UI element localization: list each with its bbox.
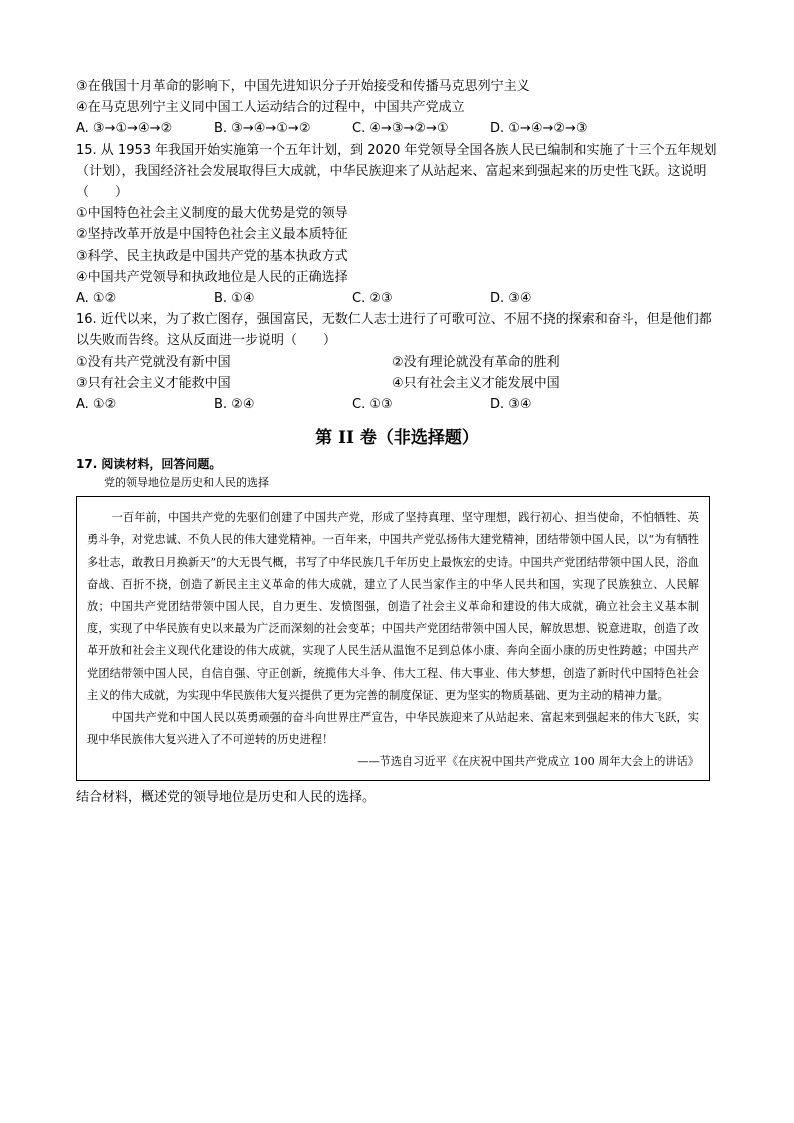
q14-options bbox=[76, 118, 718, 139]
q15-option-c: C. ②③ bbox=[352, 291, 393, 307]
q14-option-a: A. ③→①→④→② bbox=[76, 121, 173, 137]
material-source: ——节选自习近平《在庆祝中国共产党成立 100 周年大会上的讲话》 bbox=[357, 755, 699, 769]
q16-option-b: B. ②④ bbox=[214, 397, 255, 413]
q16-option-d: D. ③④ bbox=[490, 397, 532, 413]
q15-option-d: D. ③④ bbox=[490, 291, 532, 307]
q17-question: 结合材料，概述党的领导地位是历史和人民的选择。 bbox=[76, 789, 376, 805]
q15-item-2: ②坚持改革开放是中国特色社会主义最本质特征 bbox=[76, 227, 348, 243]
material-paragraph-2: 中国共产党和中国人民以英勇顽强的奋斗向世界庄严宣告，中华民族迎来了从站起来、富起来到强起来的伟大飞跃，实现中华民族伟大复兴进入了不可逆转的历史进程！ bbox=[87, 711, 699, 747]
q15-options bbox=[76, 288, 718, 309]
section-title: 第 II 卷（非选择题） bbox=[315, 428, 479, 449]
q15-option-a: A. ①② bbox=[76, 291, 117, 307]
q16-item-4: ④只有社会主义才能发展中国 bbox=[392, 375, 560, 391]
q15-item-4: ④中国共产党领导和执政地位是人民的正确选择 bbox=[76, 269, 348, 285]
q14-option-b: B. ③→④→①→② bbox=[214, 121, 311, 137]
q16-item-1: ①没有共产党就没有新中国 bbox=[76, 354, 231, 370]
q15-stem: 15. 从 1953 年我国开始实施第一个五年计划，到 2020 年党领导全国各族人民已编制和实施了十三个五年规划（计划），我国经济社会发展取得巨大成就，中华民族迎来了从站起来、富起来到强起来的历史性飞跃。这说明（ ） bbox=[76, 142, 717, 201]
q16-items-row-1 bbox=[76, 352, 718, 373]
q14-item-3: ③在俄国十月革命的影响下，中国先进知识分子开始接受和传播马克思列宁主义 bbox=[76, 79, 530, 94]
q16-item-3: ③只有社会主义才能救中国 bbox=[76, 375, 231, 391]
q15-option-b: B. ①④ bbox=[214, 291, 255, 307]
q16-stem: 16. 近代以来，为了救亡图存，强国富民，无数仁人志士进行了可歌可泣、不屈不挠的探索和奋斗，但是他们都以失败而告终。这从反面进一步说明（ ） bbox=[76, 312, 712, 349]
material-subtitle: 党的领导地位是历史和人民的选择 bbox=[104, 476, 269, 490]
material-box bbox=[76, 496, 710, 780]
exam-page bbox=[76, 76, 718, 808]
q16-options bbox=[76, 394, 718, 415]
q16-option-c: C. ①③ bbox=[352, 397, 393, 413]
q14-option-c: C. ④→③→②→① bbox=[352, 121, 449, 137]
q15-item-1: ①中国特色社会主义制度的最大优势是党的领导 bbox=[76, 206, 348, 222]
q16-items-row-2 bbox=[76, 373, 718, 394]
q14-item-4: ④在马克思列宁主义同中国工人运动结合的过程中，中国共产党成立 bbox=[76, 100, 465, 116]
q17-heading: 17. 阅读材料，回答问题。 bbox=[76, 457, 222, 472]
q16-item-2: ②没有理论就没有革命的胜利 bbox=[392, 354, 560, 370]
q16-option-a: A. ①② bbox=[76, 397, 117, 413]
q14-option-d: D. ①→④→②→③ bbox=[490, 121, 588, 137]
material-paragraph-1: 一百年前，中国共产党的先驱们创建了中国共产党，形成了坚持真理、坚守理想，践行初心、担当使命，不怕牺牲、英勇斗争，对党忠诚、不负人民的伟大建党精神。一百年来，中国共产党弘扬伟大建党精神，团结带领中国人民，以“为有牺牲多壮志，敢教日月换新天”的大无畏气概，书写了中华民族几千年历史上最恢宏的史诗。中国共产党团结带领中国人民，浴血奋战、百折不挠，创造了新民主主义革命的伟大成就，建立了人民当家作主的中华人民共和国，实现了民族独立、人民解放；中国共产党团结带领中国人民，自力更生、发愤图强，创造了社会主义革命和建设的伟大成就，确立社会主义基本制度，实现了中华民族有史以来最为广泛而深刻的社会变革；中国共产党团结带领中国人民，解放思想、锐意进取，创造了改革开放和社会主义现代化建设的伟大成就，实现了人民生活从温饱不足到总体小康、奔向全面小康的历史性跨越；中国共产党团结带领中国人民，自信自强、守正创新，统揽伟大斗争、伟大工程、伟大事业、伟大梦想，创造了新时代中国特色社会主义的伟大成就，为实现中华民族伟大复兴提供了更为完善的制度保证、更为坚实的物质基础、更为主动的精神力量。 bbox=[87, 511, 699, 702]
q15-item-3: ③科学、民主执政是中国共产党的基本执政方式 bbox=[76, 248, 348, 264]
